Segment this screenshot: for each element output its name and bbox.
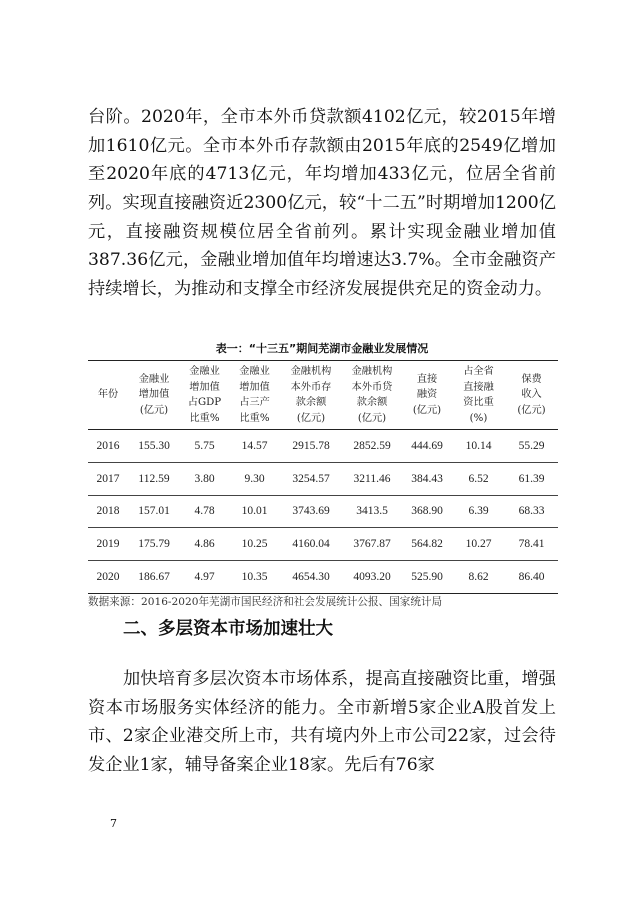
- table-header-year: [88, 361, 128, 430]
- data-source-note: 数据来源：2016-2020年芜湖市国民经济和社会发展统计公报、国家统计局: [88, 596, 443, 608]
- table-cell-gdp_share: 4.97: [180, 561, 229, 594]
- table-header-deposits: [280, 361, 342, 430]
- table-cell-tertiary_share: 10.25: [229, 528, 280, 561]
- table-header-line: 金融机构: [290, 366, 332, 377]
- table-cell-loans: 3413.5: [342, 495, 402, 528]
- table-cell-tertiary_share: 10.01: [229, 495, 280, 528]
- table-header-line: 增加值: [239, 381, 270, 393]
- table-header-line: 款余额: [295, 397, 327, 408]
- table-cell-deposits: 3743.69: [280, 495, 342, 528]
- table-header-line: (%): [469, 412, 488, 424]
- table-cell-year: 2016: [88, 430, 128, 463]
- table-header-line: 占全省: [463, 366, 494, 377]
- table-cell-tertiary_share: 14.57: [229, 430, 280, 463]
- table-cell-tertiary_share: 9.30: [229, 462, 280, 495]
- table-cell-province_share: 8.62: [452, 561, 505, 594]
- table-header-line: 金融业: [138, 373, 170, 385]
- table-header-line: 本外币存: [290, 381, 332, 393]
- section-heading: 二、多层资本市场加速壮大: [123, 619, 333, 639]
- table-header-gdp_share: [180, 361, 229, 430]
- table-cell-fin_value_added: 112.59: [128, 462, 180, 495]
- table-cell-premium_income: 61.39: [505, 462, 558, 495]
- table-cell-direct_financing: 564.82: [402, 528, 452, 561]
- table-row: [88, 528, 558, 561]
- table-cell-gdp_share: 4.86: [180, 528, 229, 561]
- table-header-line: 款余额: [356, 397, 388, 408]
- table-cell-direct_financing: 368.90: [402, 495, 452, 528]
- table-header-line: (亿元): [139, 404, 169, 416]
- table-header-line: 金融机构: [351, 366, 393, 377]
- table-body: [88, 430, 558, 594]
- table-header-line: 年份: [97, 389, 119, 401]
- table-cell-direct_financing: 444.69: [402, 430, 452, 463]
- table-header-fin_value_added: [128, 361, 180, 430]
- table-header-line: 占GDP: [187, 397, 222, 408]
- table-cell-premium_income: 86.40: [505, 561, 558, 594]
- table-cell-deposits: 3254.57: [280, 462, 342, 495]
- table-header-line: 金融业: [239, 366, 270, 377]
- table-header-line: 融资: [416, 389, 438, 401]
- table-cell-deposits: 4654.30: [280, 561, 342, 594]
- table-cell-year: 2018: [88, 495, 128, 528]
- table-row: [88, 430, 558, 463]
- table-cell-province_share: 6.52: [452, 462, 505, 495]
- table-header-line: 金融业: [189, 366, 220, 377]
- table-header-line: (亿元): [412, 404, 442, 416]
- table-cell-fin_value_added: 155.30: [128, 430, 180, 463]
- table-cell-deposits: 4160.04: [280, 528, 342, 561]
- table-caption: 表一：“十三五”期间芜湖市金融业发展情况: [215, 342, 429, 355]
- table-cell-province_share: 6.39: [452, 495, 505, 528]
- table-header-line: 保费: [521, 373, 542, 385]
- table-cell-fin_value_added: 175.79: [128, 528, 180, 561]
- table-cell-province_share: 10.27: [452, 528, 505, 561]
- table-header-line: 增加值: [138, 389, 170, 401]
- table-header-line: (亿元): [517, 404, 546, 416]
- table-cell-fin_value_added: 157.01: [128, 495, 180, 528]
- table-cell-premium_income: 55.29: [505, 430, 558, 463]
- finance-table: [88, 360, 558, 594]
- table-cell-province_share: 10.14: [452, 430, 505, 463]
- table-cell-direct_financing: 384.43: [402, 462, 452, 495]
- table-header-tertiary_share: [229, 361, 280, 430]
- body-paragraph-2: 加快培育多层次资本市场体系，提高直接融资比重，增强资本市场服务实体经济的能力。全市新增5家企业A股首发上市、2家企业港交所上市，共有境内外上市公司22家，过会待发企业1家，辅导备案企业18家。先后有76家: [88, 669, 556, 775]
- table-header-loans: [342, 361, 402, 430]
- table-cell-year: 2020: [88, 561, 128, 594]
- table-header-line: 本外币贷: [351, 381, 393, 393]
- table-cell-loans: 3211.46: [342, 462, 402, 495]
- table-cell-premium_income: 78.41: [505, 528, 558, 561]
- table-cell-tertiary_share: 10.35: [229, 561, 280, 594]
- table-header-premium_income: [505, 361, 558, 430]
- table-header-direct_financing: [402, 361, 452, 430]
- table-header-line: 占三产: [239, 397, 270, 408]
- table-cell-year: 2017: [88, 462, 128, 495]
- body-paragraph-1: 台阶。2020年，全市本外币贷款额4102亿元，较2015年增加1610亿元。全市本外币存款额由2015年底的2549亿增加至2020年底的4713亿元，年均增加433亿元，位居全省前列。实现直接融资近2300亿元，较“十二五”时期增加1200亿元，直接融资规模位居全省前列。累计实现金融业增加值387.36亿元，金融业增加值年均增速达3.7%。全市金融资产持续增长，为推动和支撑全市经济发展提供充足的资金动力。: [88, 107, 556, 299]
- table-header-province_share: [452, 361, 505, 430]
- table-cell-gdp_share: 3.80: [180, 462, 229, 495]
- table-cell-gdp_share: 4.78: [180, 495, 229, 528]
- table-cell-loans: 2852.59: [342, 430, 402, 463]
- table-cell-year: 2019: [88, 528, 128, 561]
- table-header-line: 资比重: [463, 397, 494, 408]
- table-cell-fin_value_added: 186.67: [128, 561, 180, 594]
- table-cell-loans: 4093.20: [342, 561, 402, 594]
- table-row: [88, 495, 558, 528]
- table-cell-gdp_share: 5.75: [180, 430, 229, 463]
- table-row: [88, 462, 558, 495]
- table-header-row: [88, 361, 558, 430]
- table-header-line: 增加值: [189, 381, 220, 393]
- table-header-line: 收入: [521, 389, 542, 401]
- table-header-line: 比重%: [189, 412, 220, 424]
- table-cell-premium_income: 68.33: [505, 495, 558, 528]
- table-header-line: 比重%: [239, 412, 270, 424]
- page-number: 7: [110, 817, 117, 830]
- table-cell-deposits: 2915.78: [280, 430, 342, 463]
- table-cell-loans: 3767.87: [342, 528, 402, 561]
- table-header-line: (亿元): [296, 412, 326, 424]
- table-cell-direct_financing: 525.90: [402, 561, 452, 594]
- table-header-line: 直接: [416, 373, 438, 385]
- table-header-line: (亿元): [357, 412, 387, 424]
- table-header-line: 直接融: [463, 381, 494, 393]
- table-row: [88, 561, 558, 594]
